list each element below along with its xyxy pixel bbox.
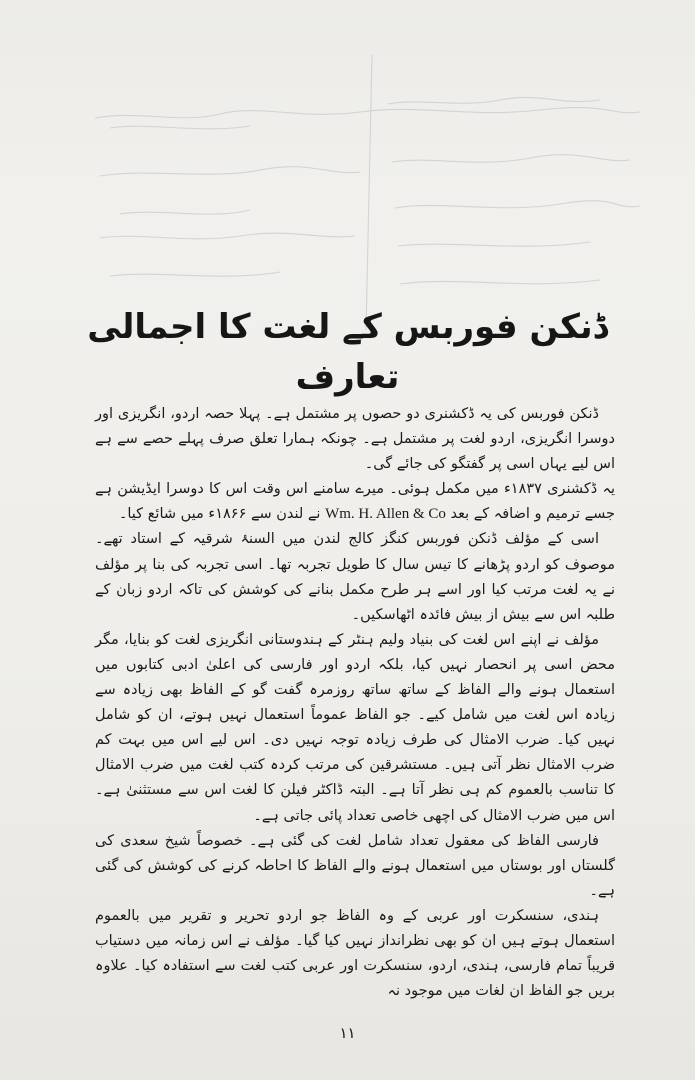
paragraph-hindi-sanskrit: ہندی، سنسکرت اور عربی کے وہ الفاظ جو اردو تحریر و تقریر میں بالعموم استعمال ہوتے ہیں ان کو بھی نظرانداز نہیں کیا گیا۔ مؤلف نے اس زمانہ میں دستیاب قریباً تمام فارسی، ہندی، اردو، سنسکرت اور عربی کتب لغت سے استفادہ کیا۔ علاوہ بریں جو الفاظ ان لغات میں موجود نہ — [95, 907, 615, 1000]
paragraph-edition — [95, 477, 615, 527]
publisher-name: Wm. H. Allen & Co — [325, 506, 446, 523]
show-through-manuscript — [0, 0, 695, 330]
page-number: ۱۱ — [339, 1024, 356, 1042]
paragraph-persian: فارسی الفاظ کی معقول تعداد شامل لغت کی گئی ہے۔ خصوصاً شیخ سعدی کی گلستاں اور بوستاں میں استعمال ہونے والے الفاظ کا احاطہ کرنے کی کوشش کی گئی ہے۔ — [95, 832, 615, 899]
paragraph-intro: ڈنکن فوربس کی یہ ڈکشنری دو حصوں پر مشتمل ہے۔ پہلا حصہ اردو، انگریزی اور دوسرا انگریزی، اردو لغت پر مشتمل ہے۔ چونکہ ہمارا تعلق صرف پہلے حصے سے ہے اس لیے یہاں اسی پر گفتگو کی جائے گی۔ — [95, 406, 615, 473]
article-body — [95, 402, 615, 1004]
paragraph-author: اسی کے مؤلف ڈنکن فوربس کنگز کالج لندن میں السنۂ شرقیہ کے استاد تھے۔ موصوف کو اردو پڑھانے کا تیس سال کا طویل تجربہ تھا۔ اسی تجربہ کی بنا پر مؤلف نے یہ لغت مرتب کیا اور اسے ہر طرح مکمل بنانے کی کوشش کی تاکہ اردو زبان کے طلبہ اس سے بیش از بیش فائدہ اٹھاسکیں۔ — [95, 531, 615, 623]
page-title: ڈنکن فوربس کے لغت کا اجمالی تعارف — [87, 307, 608, 397]
edition-text-before: یہ ڈکشنری ۱۸۳۷ء میں مکمل ہوئی۔ میرے سامنے اس وقت اس کا دوسرا ایڈیشن ہے جسے ترمیم و اضافہ کے بعد — [95, 481, 615, 523]
paragraph-sources: مؤلف نے اپنے اس لغت کی بنیاد ولیم ہنٹر کے ہندوستانی انگریزی لغت کو بنایا، مگر محض اسی پر انحصار نہیں کیا، بلکہ اردو اور فارسی کی اعلیٰ ادبی کتابوں میں استعمال ہونے والے الفاظ کے ساتھ ساتھ روزمرہ گفت گو کے الفاظ بھی زیادہ سے زیادہ اس لغت میں شامل کیے۔ جو الفاظ عموماً استعمال نہیں ہوتے، ان کو شامل نہیں کیا۔ ضرب الامثال کی طرف زیادہ توجہ نہیں دی۔ اس لیے اس میں بہت کم ضرب الامثال نظر آتی ہیں۔ مستشرقین کی مرتب کردہ کتب لغت میں ضرب الامثال کا تناسب بالعموم کم ہی نظر آتا ہے۔ البتہ ڈاکٹر فیلن کا لغت اس سے مستثنیٰ ہے۔ اس میں ضرب الامثال کی اچھی خاصی تعداد پائی جاتی ہے۔ — [95, 631, 615, 824]
edition-text-after: نے لندن سے ۱۸۶۶ء میں شائع کیا۔ — [118, 506, 326, 523]
